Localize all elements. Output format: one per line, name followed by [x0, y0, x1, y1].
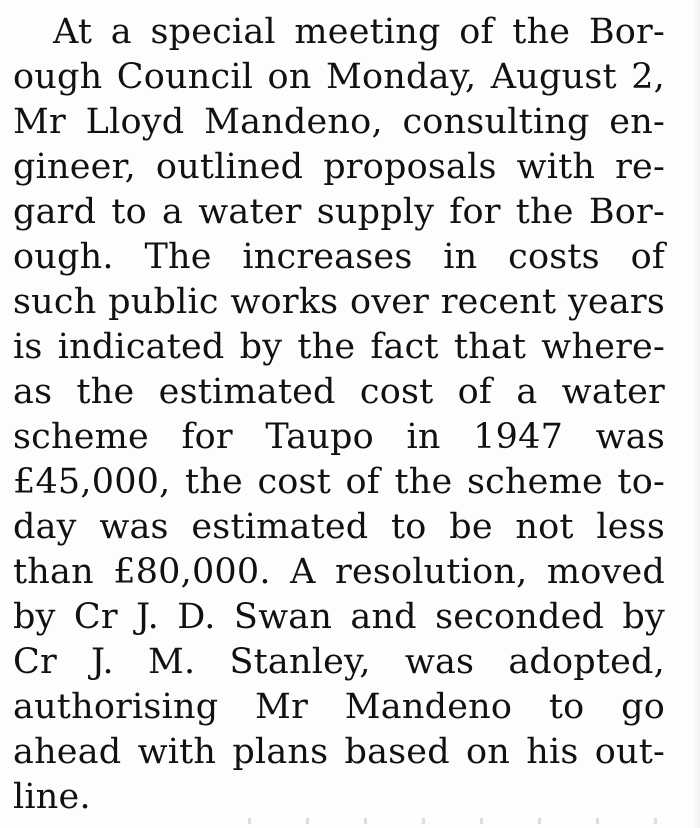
scan-edge-shadow	[692, 0, 700, 828]
article-line-15: Cr J. M. Stanley, was adopted,	[13, 642, 665, 682]
article-line-2: ough Council on Monday, August 2,	[13, 57, 665, 97]
article-line-3: Mr Lloyd Mandeno, consulting en-	[13, 102, 665, 142]
article-line-5: gard to a water supply for the Bor-	[13, 192, 665, 232]
article-line-14: by Cr J. D. Swan and seconded by	[13, 597, 665, 637]
article-line-8: is indicated by the fact that where-	[13, 327, 665, 367]
article-line-17: ahead with plans based on his out-	[13, 732, 665, 772]
article-text-column	[13, 10, 665, 820]
article-line-9: as the estimated cost of a water	[13, 372, 665, 412]
article-line-1: At a special meeting of the Bor-	[53, 12, 665, 52]
article-line-13: than £80,000. A resolution, moved	[13, 552, 665, 592]
article-line-4: gineer, outlined proposals with re-	[13, 147, 665, 187]
article-line-6: ough. The increases in costs of	[13, 237, 665, 277]
article-line-18: line.	[13, 777, 91, 817]
article-line-10: scheme for Taupo in 1947 was	[13, 417, 665, 457]
article-line-7: such public works over recent years	[13, 282, 665, 322]
article-line-11: £45,000, the cost of the scheme to-	[13, 462, 665, 502]
article-line-12: day was estimated to be not less	[13, 507, 665, 547]
bleed-through-marks	[220, 818, 660, 824]
article-line-16: authorising Mr Mandeno to go	[13, 687, 665, 727]
